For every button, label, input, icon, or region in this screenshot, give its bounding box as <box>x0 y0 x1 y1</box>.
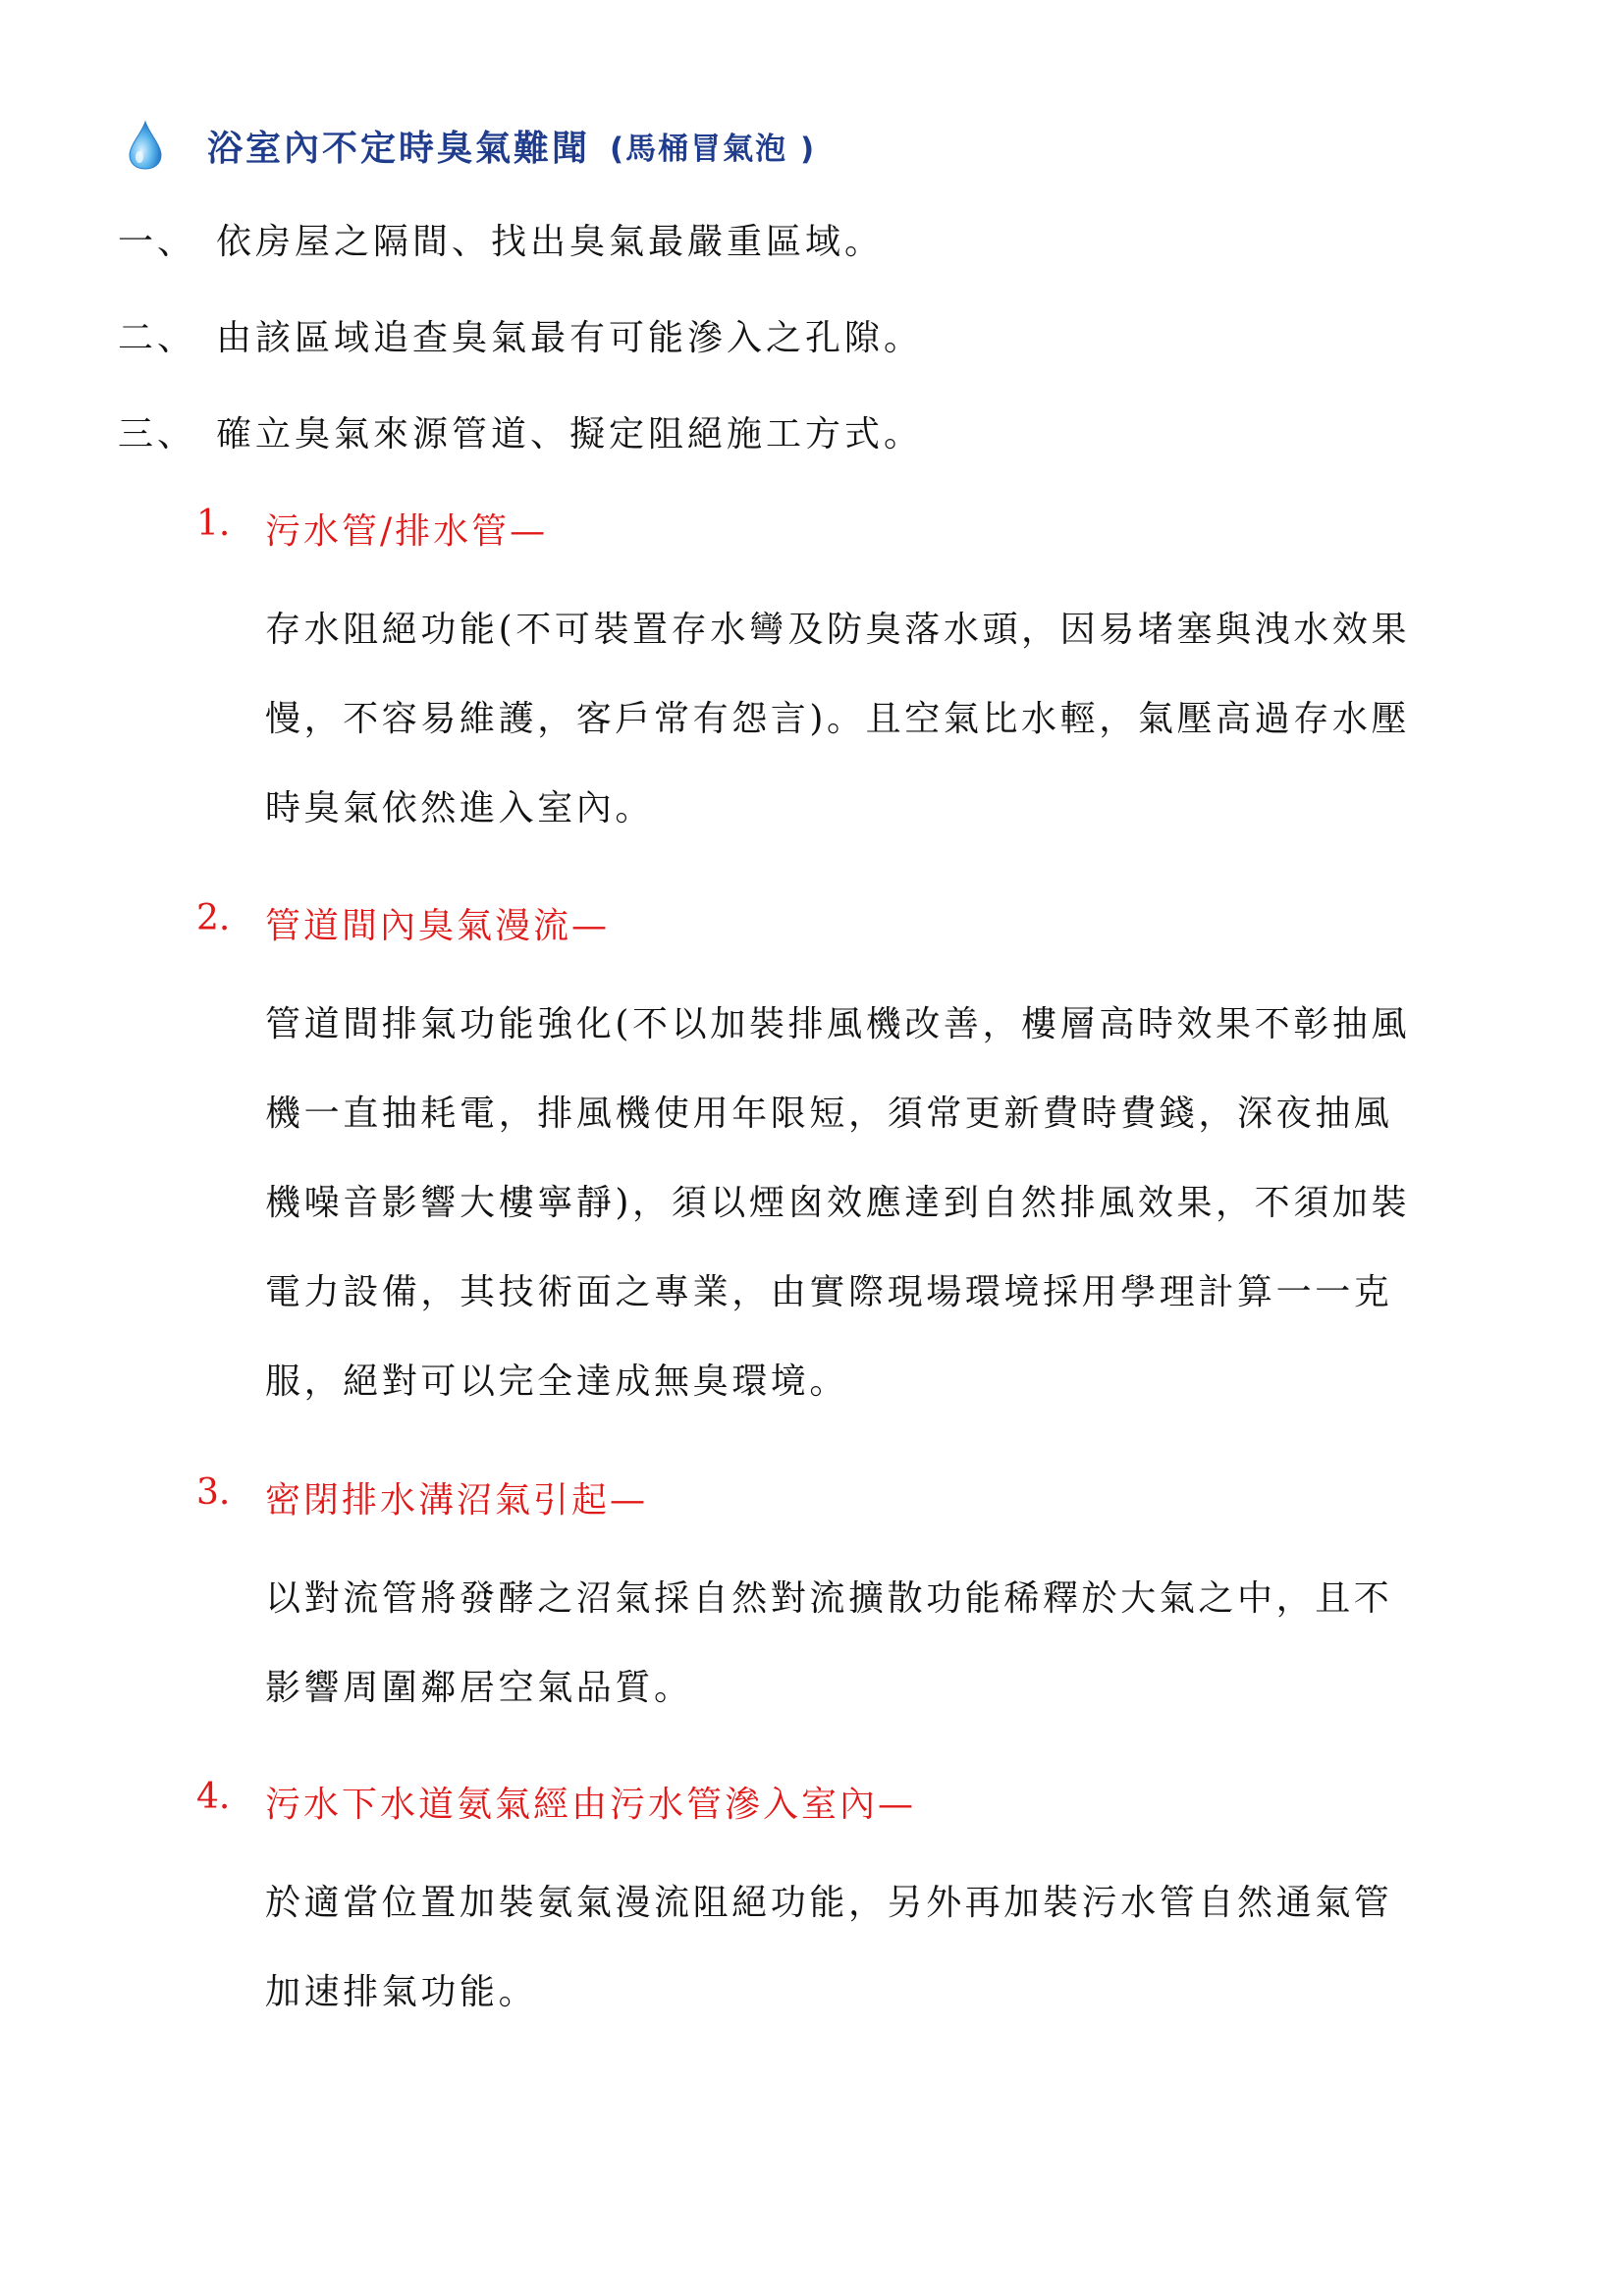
paragraph-line: 服，絕對可以完全達成無臭環境。 <box>265 1362 849 1402</box>
step-number: 二、 <box>118 318 197 358</box>
item-2-heading <box>196 898 610 948</box>
item-4-heading <box>196 1777 916 1827</box>
step-text: 依房屋之隔間、找出臭氣最嚴重區域。 <box>216 222 885 262</box>
step-number: 三、 <box>118 414 197 454</box>
paragraph-line: 機噪音影響大樓寧靜)，須以煙囪效應達到自然排風效果，不須加裝 <box>265 1183 1411 1223</box>
item-number: 1. <box>196 504 231 544</box>
item-heading-text: 管道間內臭氣漫流— <box>265 906 611 946</box>
item-1-heading <box>196 504 548 554</box>
item-number: 3. <box>196 1472 231 1513</box>
step-3 <box>118 406 923 456</box>
paragraph-line: 電力設備，其技術面之專業，由實際現場環境採用學理計算一一克 <box>265 1272 1393 1312</box>
document-title-row <box>128 116 816 175</box>
paragraph-line: 機一直抽耗電，排風機使用年限短，須常更新費時費錢，深夜抽風 <box>265 1094 1393 1134</box>
document-title: 浴室內不定時臭氣難聞 <box>207 128 591 169</box>
paragraph-line: 慢，不容易維護，客戶常有怨言)。且空氣比水輕，氣壓高過存水壓 <box>265 699 1411 739</box>
document-title-note: (馬桶冒氣泡 ) <box>610 131 817 167</box>
paragraph-line: 時臭氣依然進入室內。 <box>265 788 655 828</box>
water-drop-icon <box>128 120 163 171</box>
item-heading-text: 污水下水道氨氣經由污水管滲入室內— <box>265 1785 917 1825</box>
item-number: 2. <box>196 898 231 938</box>
step-1 <box>118 214 884 264</box>
item-4-paragraph <box>265 1858 1512 2037</box>
step-text: 確立臭氣來源管道、擬定阻絕施工方式。 <box>216 414 924 454</box>
paragraph-line: 加速排氣功能。 <box>265 1972 538 2012</box>
step-2 <box>118 310 923 360</box>
item-heading-text: 污水管/排水管— <box>265 511 549 552</box>
paragraph-line: 影響周圍鄰居空氣品質。 <box>265 1668 693 1708</box>
item-number: 4. <box>196 1777 231 1817</box>
item-3-paragraph <box>265 1554 1512 1733</box>
paragraph-line: 存水阻絕功能(不可裝置存水彎及防臭落水頭，因易堵塞與洩水效果 <box>265 610 1411 650</box>
item-1-paragraph <box>265 585 1512 853</box>
paragraph-line: 於適當位置加裝氨氣漫流阻絕功能，另外再加裝污水管自然通氣管 <box>265 1883 1393 1923</box>
item-2-paragraph <box>265 980 1512 1426</box>
item-heading-text: 密閉排水溝沼氣引起— <box>265 1480 649 1521</box>
paragraph-line: 管道間排氣功能強化(不以加裝排風機改善，樓層高時效果不彰抽風 <box>265 1004 1411 1044</box>
step-text: 由該區域追查臭氣最有可能滲入之孔隙。 <box>216 318 924 358</box>
step-number: 一、 <box>118 222 197 262</box>
paragraph-line: 以對流管將發酵之沼氣採自然對流擴散功能稀釋於大氣之中，且不 <box>265 1578 1393 1619</box>
item-3-heading <box>196 1472 648 1522</box>
